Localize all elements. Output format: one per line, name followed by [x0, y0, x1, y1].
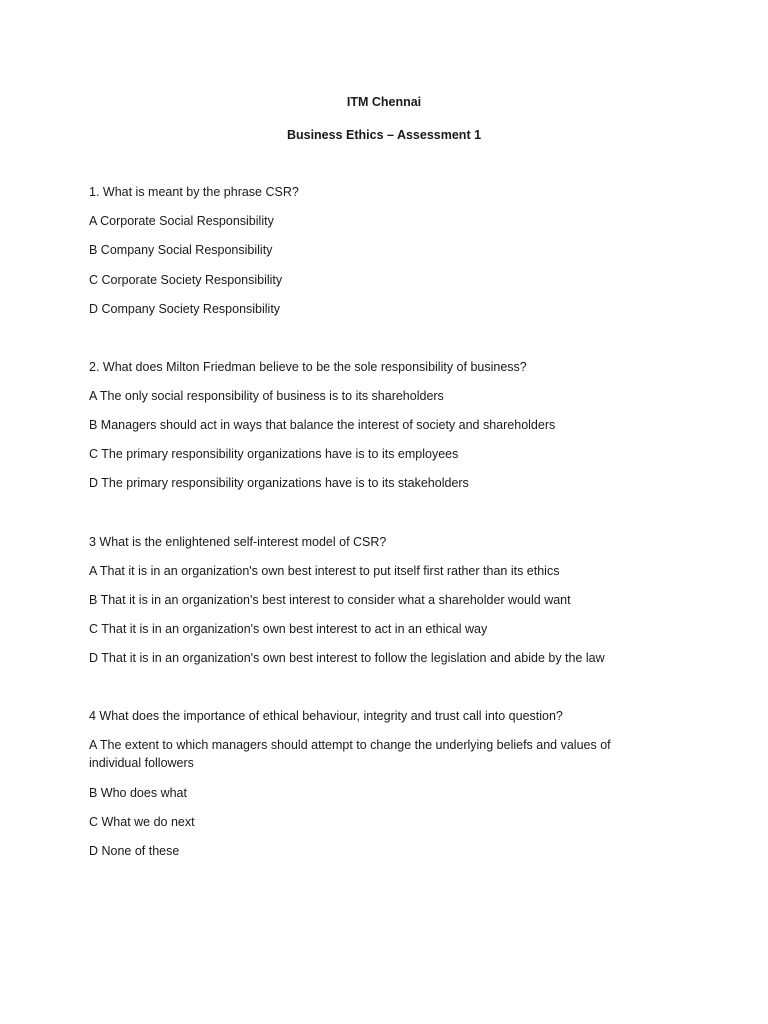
question-1-option-d: D Company Society Responsibility	[89, 302, 281, 316]
question-2-option-d: D The primary responsibility organizations have is to its stakeholders	[89, 476, 469, 490]
institution-title: ITM Chennai	[346, 95, 422, 109]
question-3-option-c: C That it is in an organization's own best interest to act in an ethical way	[89, 622, 488, 636]
question-2-option-c: C The primary responsibility organizations have is to its employees	[89, 447, 459, 461]
question-4: 4 What does the importance of ethical behaviour, integrity and trust call into question?	[89, 709, 563, 723]
assessment-title: Business Ethics – Assessment 1	[286, 128, 482, 142]
question-1: 1. What is meant by the phrase CSR?	[89, 185, 299, 199]
question-3-option-a: A That it is in an organization's own best interest to put itself first rather than its ethics	[89, 564, 560, 578]
question-4-option-b: B Who does what	[89, 786, 187, 800]
question-1-option-a: A Corporate Social Responsibility	[89, 214, 274, 228]
question-4-option-d: D None of these	[89, 844, 180, 858]
question-3-option-d: D That it is in an organization's own best interest to follow the legislation and abide by the law	[89, 651, 605, 665]
question-2: 2. What does Milton Friedman believe to be the sole responsibility of business?	[89, 360, 527, 374]
question-3: 3 What is the enlightened self-interest model of CSR?	[89, 535, 387, 549]
question-2-option-a: A The only social responsibility of business is to its shareholders	[89, 389, 444, 403]
question-1-option-c: C Corporate Society Responsibility	[89, 273, 283, 287]
question-2-option-b: B Managers should act in ways that balance the interest of society and shareholders	[89, 418, 556, 432]
question-4-option-c: C What we do next	[89, 815, 195, 829]
question-4-option-a: A The extent to which managers should attempt to change the underlying beliefs and values of individual followers	[89, 738, 611, 770]
question-3-option-b: B That it is in an organization's best interest to consider what a shareholder would want	[89, 593, 571, 607]
question-1-option-b: B Company Social Responsibility	[89, 243, 273, 257]
